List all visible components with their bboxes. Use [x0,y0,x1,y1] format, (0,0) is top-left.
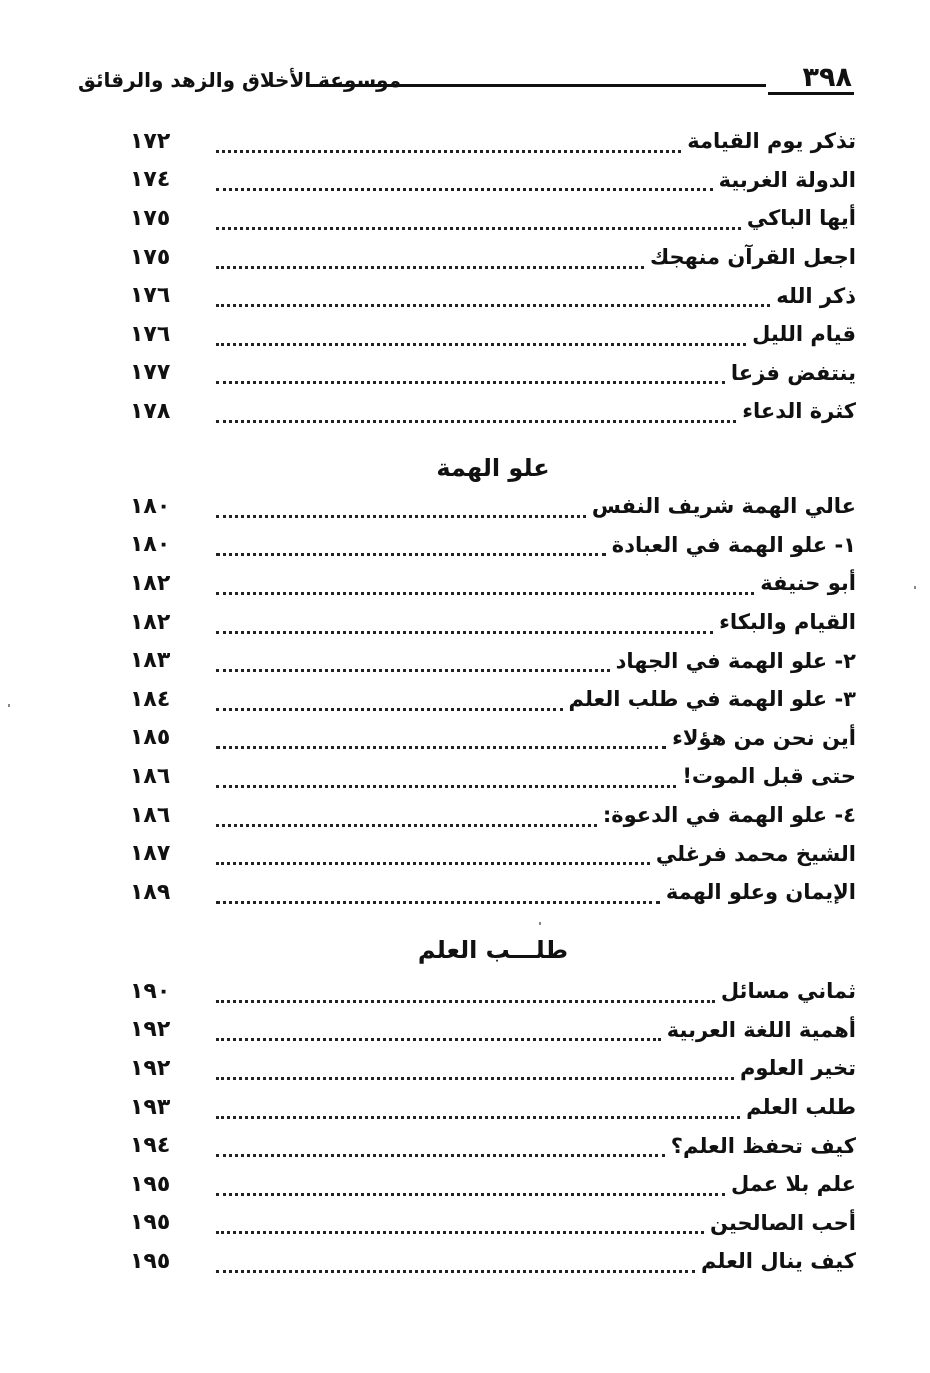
toc-entry[interactable] [130,641,856,680]
dot-leader [216,138,681,153]
toc-entry-title: ٤- علو الهمة في الدعوة: [602,803,856,828]
toc-entry[interactable] [130,873,856,912]
toc-entry-title: ينتفض فزعا [730,360,856,385]
toc-page-number: ١٨٦ [130,802,171,828]
toc-page-number: ١٨٩ [130,879,171,905]
toc-page-number: ١٧٨ [130,398,171,424]
toc-entry-title: طلب العلم [746,1095,856,1120]
toc-entry[interactable] [130,1126,856,1165]
dot-leader [216,1181,725,1196]
book-title: موسوعة الأخلاق والزهد والرقائق [78,68,402,92]
toc-entry[interactable] [130,796,856,835]
toc-entry-title: أين نحن من هؤلاء [672,725,856,750]
toc-entry[interactable] [130,603,856,642]
toc-page-number: ١٧٦ [130,283,171,309]
toc-entry[interactable] [130,122,856,161]
dot-leader [216,1026,661,1041]
dot-leader [216,408,736,423]
toc-entry[interactable] [130,392,856,431]
dot-leader [216,503,586,518]
header-rule [308,84,766,87]
scan-speck [914,586,916,589]
toc-entry-title: علم بلا عمل [730,1172,856,1197]
toc-page-number: ١٧٧ [130,360,171,386]
toc-entry-title: كيف تحفظ العلم؟ [670,1133,856,1158]
toc-page-number: ١٩٠ [130,978,171,1004]
toc-entry-title: الإيمان وعلو الهمة [665,880,856,905]
toc-entry[interactable] [130,199,856,238]
toc-page-number: ١٨٢ [130,609,171,635]
dot-leader [216,254,644,269]
toc-entry[interactable] [130,1165,856,1204]
dot-leader [216,850,650,865]
dot-leader [216,773,676,788]
toc-entry-title: قيام الليل [752,322,856,347]
page-header [78,62,854,102]
dot-leader [216,541,606,556]
toc-entry-title: أيها الباكي [746,206,856,231]
toc-entry[interactable] [130,276,856,315]
toc-entry-title: ثماني مسائل [720,979,856,1004]
page-number-underline [768,92,854,95]
toc-page-number: ١٨٣ [130,648,171,674]
toc-entry-title: حتى قبل الموت! [682,764,856,789]
dot-leader [216,369,725,384]
toc-entry[interactable] [130,1049,856,1088]
dot-leader [216,619,713,634]
toc-entry-title: أبو حنيفة [760,571,856,596]
scan-speck [539,922,541,925]
toc-entry[interactable] [130,1242,856,1281]
section-heading: علو الهمة [436,454,550,482]
dot-leader [216,734,666,749]
dot-leader [216,331,746,346]
toc-entry-title: ١- علو الهمة في العبادة [611,532,856,557]
toc-entry[interactable] [130,315,856,354]
dot-leader [216,889,660,904]
dot-leader [216,1258,695,1273]
section-heading: طلـــب العلم [417,936,569,964]
toc-page-number: ١٨٠ [130,493,171,519]
toc-entry[interactable] [130,526,856,565]
toc-page-number: ١٩٥ [130,1248,171,1274]
dot-leader [216,657,610,672]
toc-entry-title: تخير العلوم [739,1056,856,1081]
toc-page-number: ١٨٢ [130,570,171,596]
dot-leader [216,1219,704,1234]
toc-entry[interactable] [130,834,856,873]
toc-entry-title: أحب الصالحين [709,1210,856,1235]
toc-entry[interactable] [130,972,856,1011]
toc-entry[interactable] [130,564,856,603]
dot-leader [216,1065,734,1080]
toc-entry[interactable] [130,1204,856,1243]
dot-leader [216,292,770,307]
toc-entry[interactable] [130,161,856,200]
toc-page-number: ١٨٤ [130,686,171,712]
toc-entry-title: الشيخ محمد فرغلي [655,841,856,866]
toc-page-number: ١٩٢ [130,1017,171,1043]
toc-entry-title: تذكر يوم القيامة [687,129,856,154]
toc-entry-title: الدولة الغربية [718,167,856,192]
dot-leader [216,812,597,827]
toc-page-number: ١٨٧ [130,841,171,867]
toc-page-number: ١٩٤ [130,1133,171,1159]
toc-page-number: ١٧٥ [130,205,171,231]
toc-entry-title: اجعل القرآن منهجك [649,245,856,270]
toc-entry[interactable] [130,719,856,758]
toc-section-continued [130,122,856,431]
toc-page-number: ١٧٢ [130,128,171,154]
toc-page-number: ١٨٦ [130,763,171,789]
toc-page-number: ١٨٥ [130,725,171,751]
toc-entry[interactable] [130,487,856,526]
toc-entry-title: ذكر الله [776,283,856,308]
toc-page-number: ١٩٢ [130,1055,171,1081]
toc-page-number: ١٩٥ [130,1210,171,1236]
toc-page-number: ١٩٣ [130,1094,171,1120]
toc-entry-title: كثرة الدعاء [742,399,856,424]
dot-leader [216,1142,665,1157]
dot-leader [216,215,741,230]
toc-entry[interactable] [130,680,856,719]
toc-entry[interactable] [130,1011,856,1050]
toc-entry[interactable] [130,1088,856,1127]
toc-page-number: ١٧٥ [130,244,171,270]
dot-leader [216,988,715,1003]
page-number: ٣٩٨ [802,62,852,93]
toc-page-number: ١٧٦ [130,321,171,347]
toc-entry[interactable] [130,354,856,393]
toc-entry-title: عالي الهمة شريف النفس [591,494,856,519]
toc-section-himma [130,487,856,912]
toc-page-number: ١٧٤ [130,167,171,193]
toc-entry[interactable] [130,238,856,277]
dot-leader [216,696,563,711]
toc-page-number: ١٩٥ [130,1171,171,1197]
toc-section-ilm [130,972,856,1281]
dot-leader [216,580,754,595]
toc-entry-title: كيف ينال العلم [701,1249,856,1274]
toc-entry-title: القيام والبكاء [719,610,856,635]
toc-entry-title: ٢- علو الهمة في الجهاد [615,648,856,673]
toc-entry[interactable] [130,757,856,796]
dot-leader [216,1104,740,1119]
dot-leader [216,176,713,191]
toc-page-number: ١٨٠ [130,532,171,558]
scan-speck [8,704,10,707]
toc-entry-title: أهمية اللغة العربية [666,1017,856,1042]
toc-entry-title: ٣- علو الهمة في طلب العلم [568,687,856,712]
